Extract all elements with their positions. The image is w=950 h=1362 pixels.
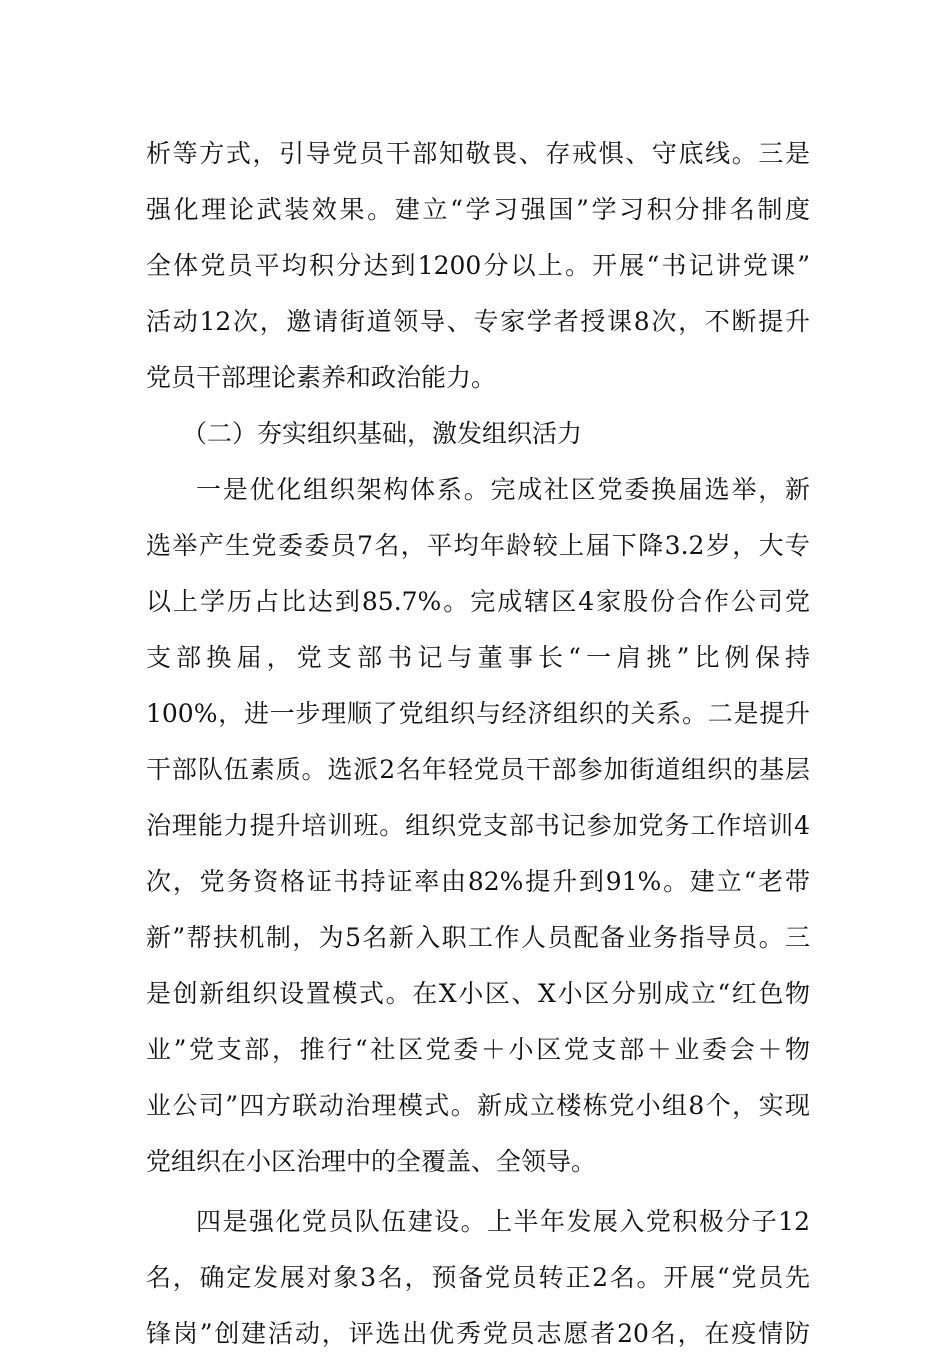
paragraph-line: 一是优化组织架构体系。完成社区党委换届选举，新 — [196, 475, 810, 504]
paragraph-line: 以上学历占比达到85.7%。完成辖区4家股份合作公司党 — [146, 587, 810, 616]
paragraph-line: 干部队伍素质。选派2名年轻党员干部参加街道组织的基层 — [146, 755, 810, 784]
paragraph-line: 支部换届，党支部书记与董事长“一肩挑”比例保持 — [146, 643, 810, 672]
paragraph-line: 治理能力提升培训班。组织党支部书记参加党务工作培训4 — [146, 811, 810, 840]
paragraph-line: 党组织在小区治理中的全覆盖、全领导。 — [146, 1147, 597, 1176]
paragraph-line: 名，确定发展对象3名，预备党员转正2名。开展“党员先 — [146, 1263, 810, 1292]
paragraph-line: 党员干部理论素养和政治能力。 — [146, 363, 497, 392]
paragraph-line: 业”党支部，推行“社区党委＋小区党支部＋业委会＋物 — [146, 1035, 810, 1064]
paragraph-line: 业公司”四方联动治理模式。新成立楼栋党小组8个，实现 — [146, 1091, 810, 1120]
paragraph-line: 活动12次，邀请街道领导、专家学者授课8次，不断提升 — [146, 307, 810, 336]
document-body — [146, 126, 810, 1362]
paragraph-line: 全体党员平均积分达到1200分以上。开展“书记讲党课” — [146, 251, 810, 280]
paragraph-line: 是创新组织设置模式。在X小区、X小区分别成立“红色物 — [146, 979, 810, 1008]
section-heading: （二）夯实组织基础，激发组织活力 — [182, 419, 583, 448]
paragraph-line: 新”帮扶机制，为5名新入职工作人员配备业务指导员。三 — [146, 923, 810, 952]
paragraph-line: 锋岗”创建活动，评选出优秀党员志愿者20名，在疫情防 — [146, 1319, 810, 1348]
paragraph-line: 次，党务资格证书持证率由82%提升到91%。建立“老带 — [146, 867, 810, 896]
paragraph-line: 四是强化党员队伍建设。上半年发展入党积极分子12 — [196, 1207, 810, 1236]
paragraph-line: 选举产生党委委员7名，平均年龄较上届下降3.2岁，大专 — [146, 531, 810, 560]
paragraph-line: 析等方式，引导党员干部知敬畏、存戒惧、守底线。三是 — [146, 139, 810, 168]
paragraph-line: 强化理论武装效果。建立“学习强国”学习积分排名制度 — [146, 195, 810, 224]
paragraph-line: 100%，进一步理顺了党组织与经济组织的关系。二是提升 — [146, 699, 810, 728]
